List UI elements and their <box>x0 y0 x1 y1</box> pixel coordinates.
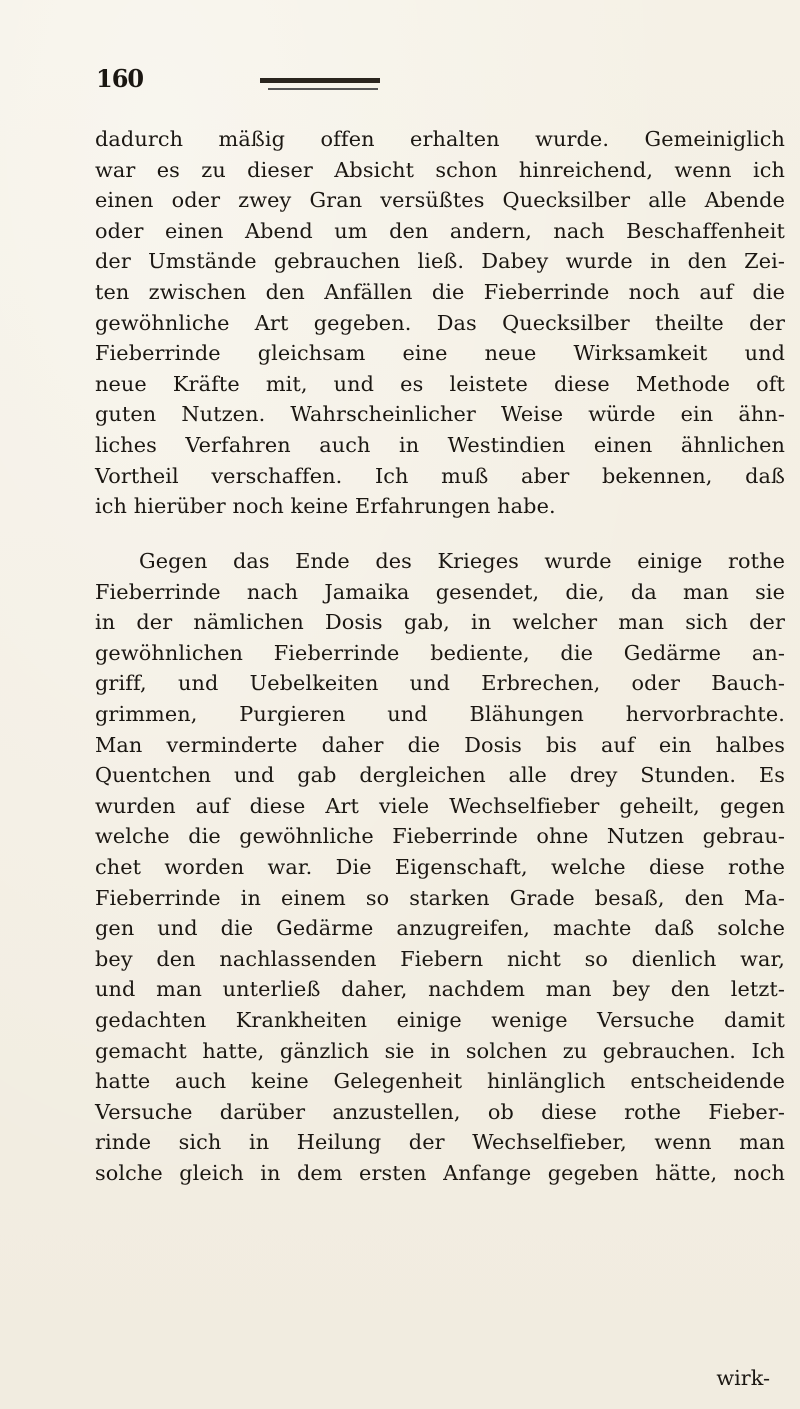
text-line: solche gleich in dem ersten Anfange gegeben hätte, noch <box>95 1160 785 1185</box>
text-line: war es zu dieser Absicht schon hinreichend, wenn ich <box>95 157 785 182</box>
text-line: Quentchen und gab dergleichen alle drey Stunden. Es <box>95 763 785 788</box>
text-line: hatte auch keine Gelegenheit hinlänglich entscheidende <box>95 1069 785 1094</box>
text-line: neue Kräfte mit, und es leistete diese Methode oft <box>95 371 785 396</box>
text-line: Fieberrinde in einem so starken Grade besaß, den Ma- <box>95 885 785 910</box>
text-line: der Umstände gebrauchen ließ. Dabey wurde in den Zei- <box>95 249 785 274</box>
text-line: guten Nutzen. Wahrscheinlicher Weise würde ein ähn- <box>95 402 785 427</box>
text-line: welche die gewöhnliche Fieberrinde ohne Nutzen gebrau- <box>95 824 785 849</box>
text-line: ten zwischen den Anfällen die Fieberrinde noch auf die <box>95 279 785 304</box>
page-number: 160 <box>96 64 144 93</box>
text-line: Vortheil verschaffen. Ich muß aber bekennen, daß <box>95 463 785 488</box>
text-line: rinde sich in Heilung der Wechselfieber, wenn man <box>95 1130 785 1155</box>
header-rule <box>260 78 380 83</box>
text-line: dadurch mäßig offen erhalten wurde. Gemeiniglich <box>95 127 785 151</box>
text-line: grimmen, Purgieren und Blähungen hervorbrachte. <box>95 701 785 726</box>
text-line: gemacht hatte, gänzlich sie in solchen zu gebrauchen. Ich <box>95 1038 785 1063</box>
text-line: einen oder zwey Gran versüßtes Quecksilber alle Abende <box>95 188 785 213</box>
text-line: chet worden war. Die Eigenschaft, welche diese rothe <box>95 854 785 879</box>
text-line: gen und die Gedärme anzugreifen, machte daß solche <box>95 916 785 941</box>
header-rule-thin <box>268 88 378 90</box>
text-line: und man unterließ daher, nachdem man bey den letzt- <box>95 977 785 1002</box>
text-line: gedachten Krankheiten einige wenige Versuche damit <box>95 1007 785 1032</box>
text-line: bey den nachlassenden Fiebern nicht so dienlich war, <box>95 946 785 971</box>
text-line: wurden auf diese Art viele Wechselfieber geheilt, gegen <box>95 793 785 818</box>
text-line: gewöhnliche Art gegeben. Das Quecksilber theilte der <box>95 310 785 335</box>
text-line: in der nämlichen Dosis gab, in welcher man sich der <box>95 610 785 635</box>
text-line: liches Verfahren auch in Westindien einen ähnlichen <box>95 432 785 457</box>
paragraph-1 <box>95 124 785 522</box>
text-line: Man verminderte daher die Dosis bis auf ein halbes <box>95 732 785 757</box>
text-line: griff, und Uebelkeiten und Erbrechen, oder Bauch- <box>95 671 785 696</box>
catchword: wirk- <box>716 1366 770 1390</box>
text-line: Gegen das Ende des Krieges wurde einige rothe <box>139 549 785 573</box>
text-line: Fieberrinde nach Jamaika gesendet, die, da man sie <box>95 579 785 604</box>
paragraph-2 <box>95 546 785 1188</box>
text-line: ich hierüber noch keine Erfahrungen habe. <box>95 494 556 519</box>
text-line: Versuche darüber anzustellen, ob diese rothe Fieber- <box>95 1099 785 1124</box>
text-line: oder einen Abend um den andern, nach Beschaffenheit <box>95 218 785 243</box>
text-line: gewöhnlichen Fieberrinde bediente, die Gedärme an- <box>95 640 785 665</box>
text-line: Fieberrinde gleichsam eine neue Wirksamkeit und <box>95 341 785 366</box>
